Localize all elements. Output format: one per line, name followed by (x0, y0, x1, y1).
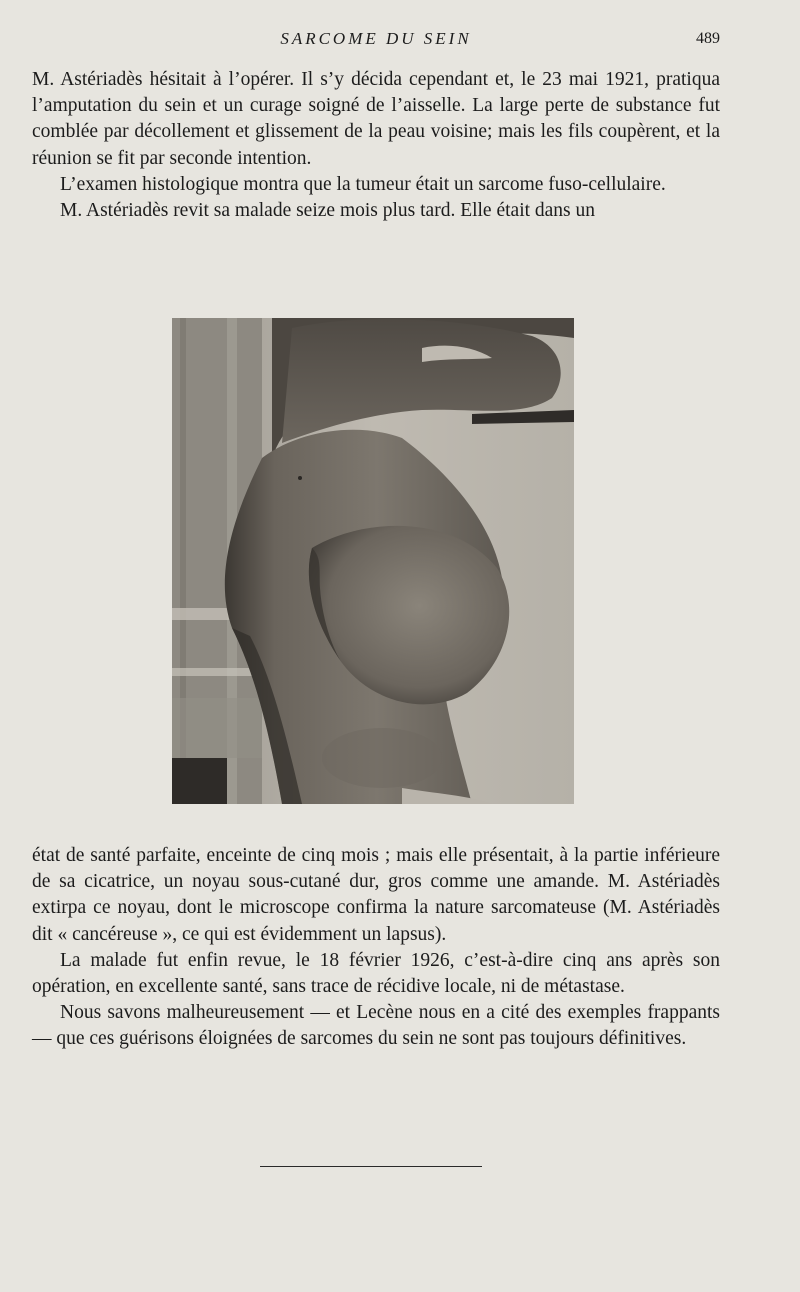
paragraph: M. Astériadès revit sa malade seize mois plus tard. Elle était dans un (60, 200, 596, 222)
paragraph: Nous savons malheureusement — et Lecène nous en a cité des exemples frappants — que ces guérisons éloignées de sarcomes du sein ne sont pas toujours définitives. (32, 1002, 720, 1050)
body-text-top (32, 67, 720, 224)
paragraph: M. Astériadès hésitait à l’opérer. Il s’y décida cependant et, le 23 mai 1921, pratiqua l’amputation du sein et un curage soigné de l’aisselle. La large perte de substance fut comblée par décollement et glissement de la peau voisine; mais les fils coupèrent, et la réunion se fit par seconde intention. (32, 69, 720, 169)
section-end-rule (260, 1166, 482, 1167)
body-text-bottom (32, 843, 720, 1053)
running-title: SARCOME DU SEIN (280, 29, 472, 48)
clinical-photograph (172, 318, 574, 804)
paragraph: état de santé parfaite, enceinte de cinq mois ; mais elle présentait, à la partie inférieure de sa cicatrice, un noyau sous-cutané dur, gros comme une amande. M. Astériadès extirpa ce noyau, dont le microscope confirma la nature sarcomateuse (M. Astériadès dit « cancéreuse », ce qui est évidemment un lapsus). (32, 845, 720, 945)
page-number: 489 (696, 30, 720, 47)
paragraph: La malade fut enfin revue, le 18 février 1926, c’est-à-dire cinq ans après son opération, en excellente santé, sans trace de récidive locale, ni de métastase. (32, 949, 720, 998)
photograph-image (172, 318, 574, 804)
paragraph: L’examen histologique montra que la tumeur était un sarcome fuso-cellulaire. (60, 173, 666, 195)
page-header (32, 29, 720, 53)
